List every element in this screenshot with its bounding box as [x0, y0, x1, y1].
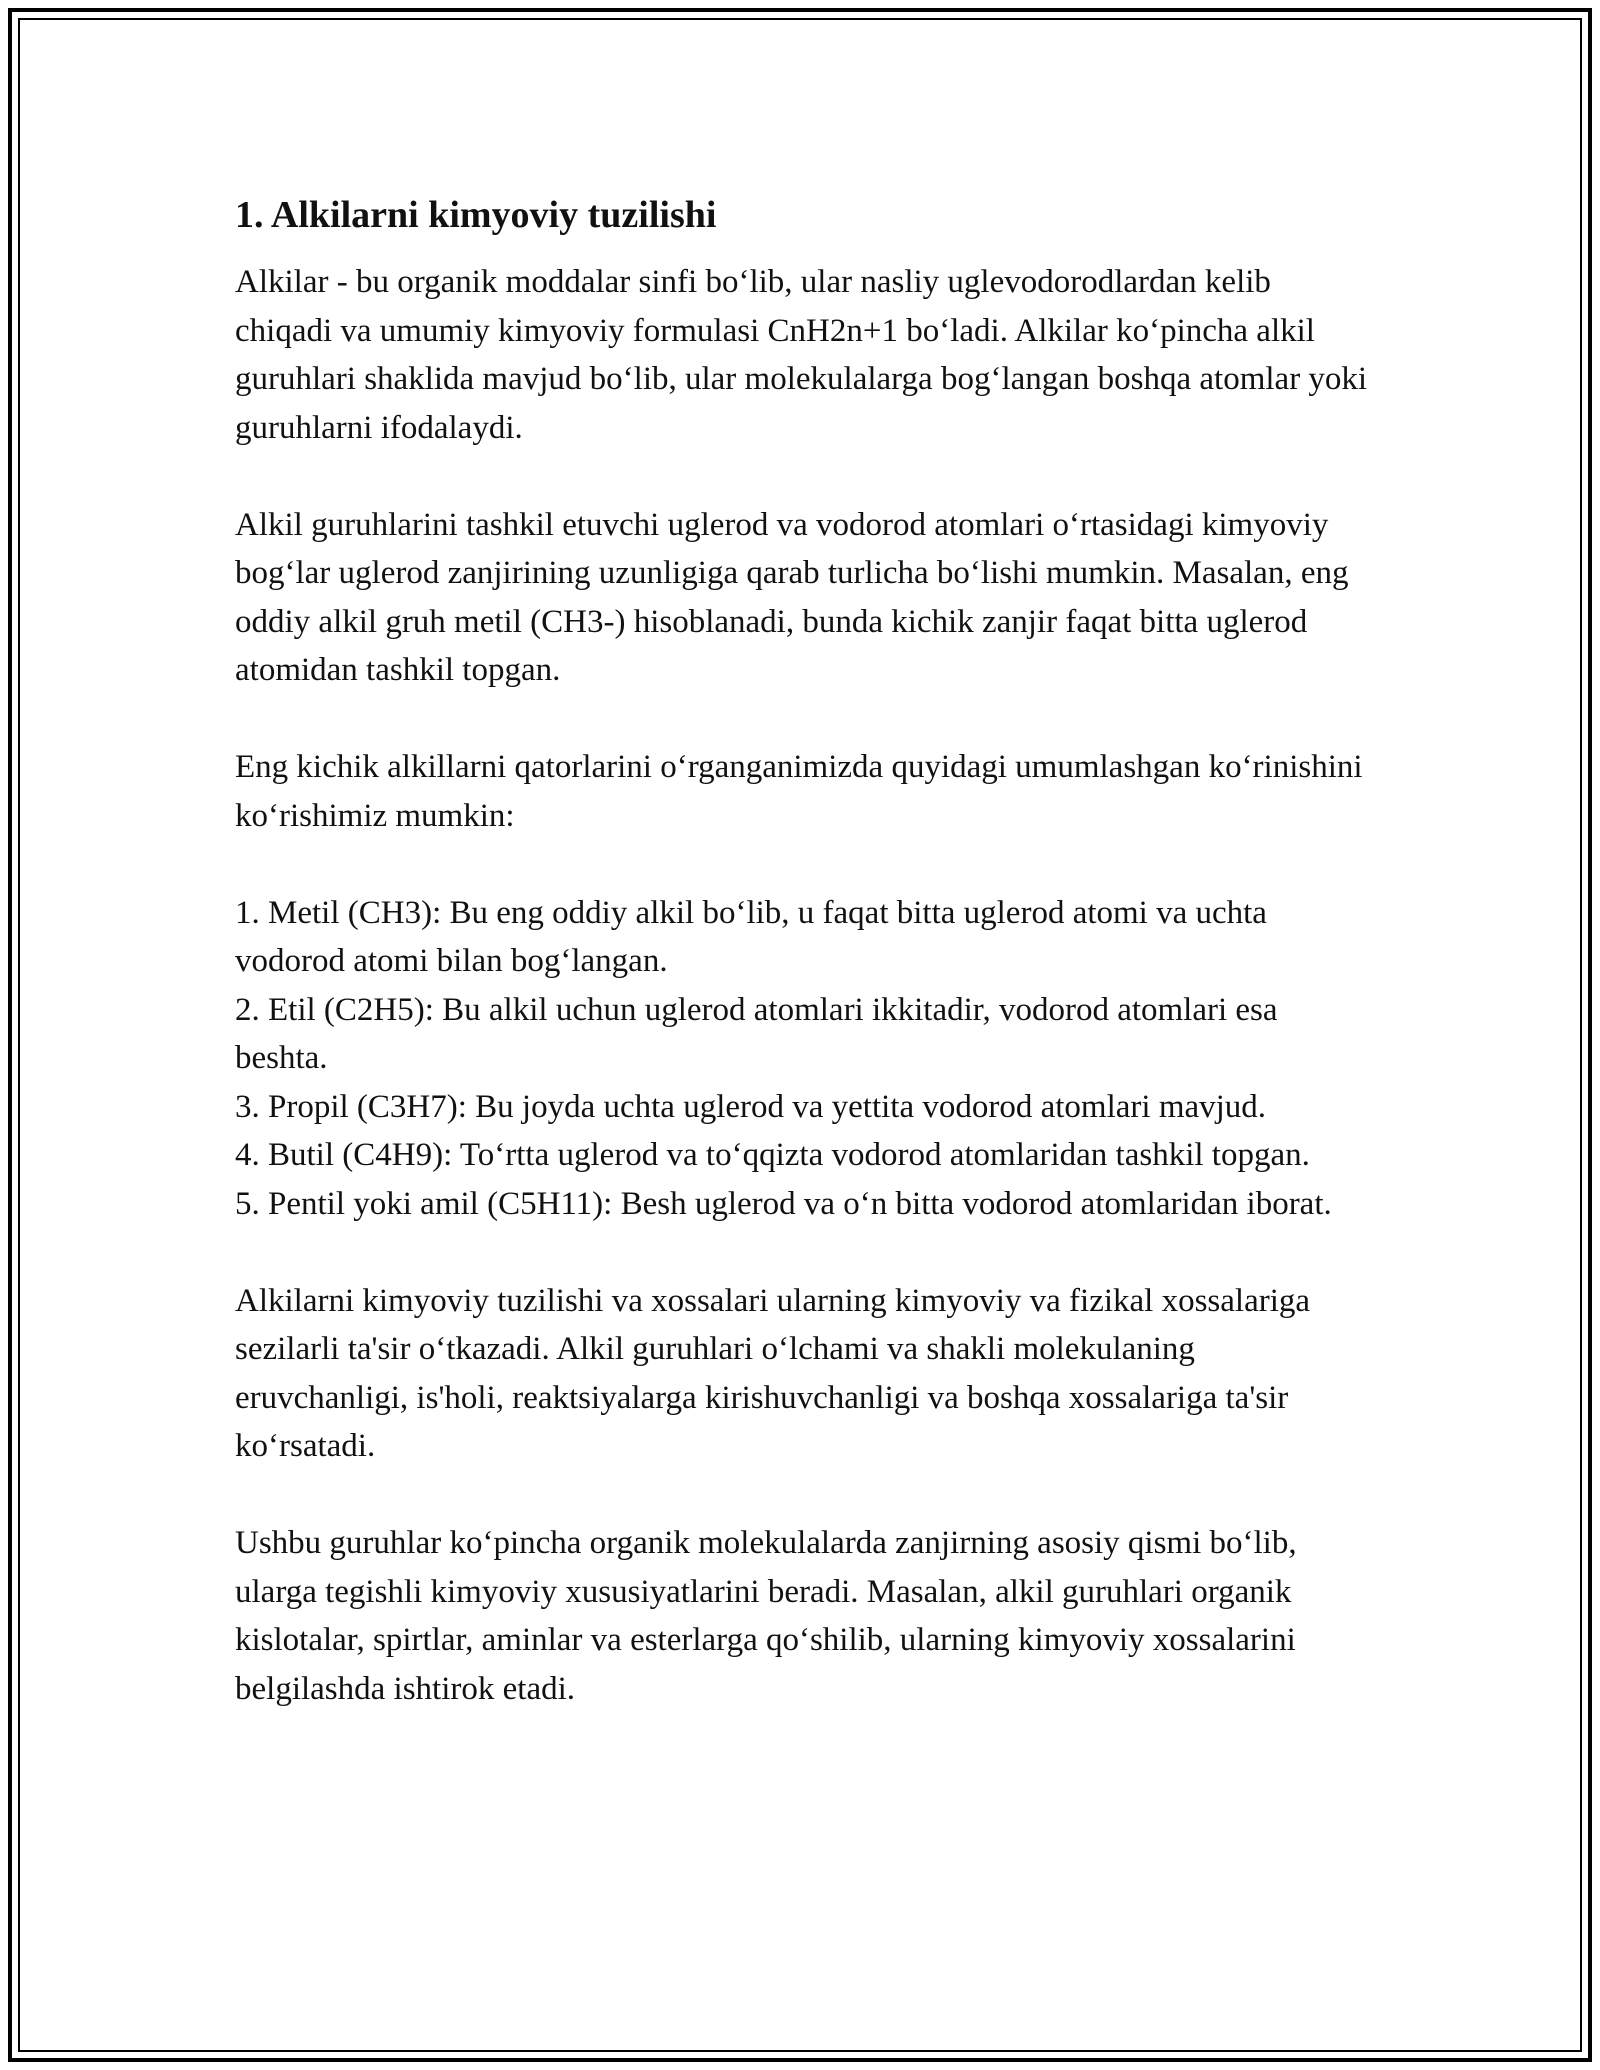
paragraph-series-intro: Eng kichik alkillarni qatorlarini o‘rganganimizda quyidagi umumlashgan ko‘rinishini ko‘rishimiz mumkin: — [235, 749, 1363, 834]
paragraph-intro: Alkilar - bu organik moddalar sinfi bo‘lib, ular nasliy uglevodorodlardan kelib chiqadi va umumiy kimyoviy formulasi CnH2n+1 bo‘ladi. Alkilar ko‘pincha alkil guruhlari shaklida mavjud bo‘lib, ular molekulalarga bog‘langan boshqa atomlar yoki guruhlarni ifodalaydi. — [235, 264, 1368, 446]
list-item-butil: 4. Butil (C4H9): To‘rtta uglerod va to‘qqizta vodorod atomlaridan tashkil topgan. — [235, 1137, 1310, 1173]
paragraph-spacer — [235, 452, 1375, 501]
list-item-etil: 2. Etil (C2H5): Bu alkil uchun uglerod atomlari ikkitadir, vodorod atomlari esa beshta. — [235, 991, 1278, 1076]
alkyl-list — [235, 889, 1375, 1229]
document-body — [235, 190, 1375, 1713]
paragraph-properties: Alkilarni kimyoviy tuzilishi va xossalari ularning kimyoviy va fizikal xossalariga sezilarli ta'sir o‘tkazadi. Alkil guruhlari o‘lchami va shakli molekulaning eruvchanligi, is'holi, reaktsiyalarga kirishuvchanligi va boshqa xossalariga ta'sir ko‘rsatadi. — [235, 1282, 1311, 1464]
list-item-metil: 1. Metil (CH3): Bu eng oddiy alkil bo‘lib, u faqat bitta uglerod atomi va uchta vodorod atomi bilan bog‘langan. — [235, 894, 1267, 979]
paragraph-spacer — [235, 695, 1375, 744]
paragraph-spacer — [235, 1228, 1375, 1277]
paragraph-bonds: Alkil guruhlarini tashkil etuvchi uglerod va vodorod atomlari o‘rtasidagi kimyoviy bog‘lar uglerod zanjirining uzunligiga qarab turlicha bo‘lishi mumkin. Masalan, eng oddiy alkil gruh metil (CH3-) hisoblanadi, bunda kichik zanjir faqat bitta uglerod atomidan tashkil topgan. — [235, 506, 1349, 688]
paragraph-conclusion: Ushbu guruhlar ko‘pincha organik molekulalarda zanjirning asosiy qismi bo‘lib, ularga tegishli kimyoviy xususiyatlarini beradi. Masalan, alkil guruhlari organik kislotalar, spirtlar, aminlar va esterlarga qo‘shilib, ularning kimyoviy xossalarini belgilashda ishtirok etadi. — [235, 1525, 1297, 1707]
paragraph-spacer — [235, 840, 1375, 889]
list-item-propil: 3. Propil (C3H7): Bu joyda uchta uglerod va yettita vodorod atomlari mavjud. — [235, 1088, 1267, 1125]
section-heading: 1. Alkilarni kimyoviy tuzilishi — [235, 194, 717, 236]
list-item-pentil: 5. Pentil yoki amil (C5H11): Besh uglerod va o‘n bitta vodorod atomlaridan iborat. — [235, 1185, 1332, 1222]
paragraph-spacer — [235, 1471, 1375, 1520]
